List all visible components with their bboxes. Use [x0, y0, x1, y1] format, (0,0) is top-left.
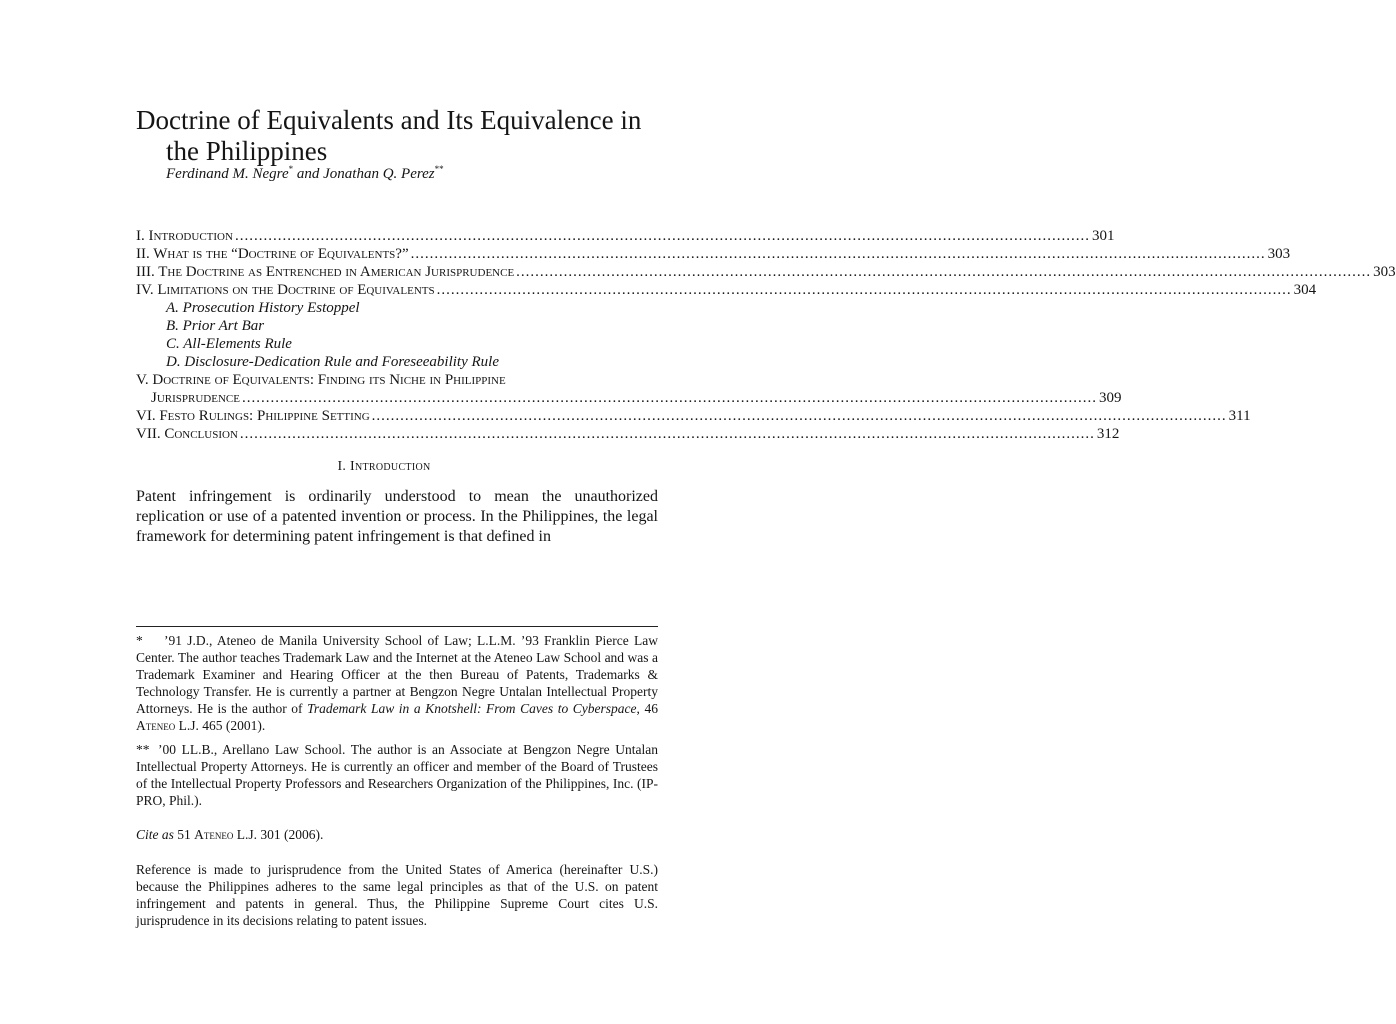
- footnote-2-text: ’00 LL.B., Arellano Law School. The author is an Associate at Bengzon Negre Untalan Intellectual Property Attorneys. He is currently an officer and member of the Board of Trustees of the Intellectual Property Professors and Researchers Organization of the Philippines, Inc. (IP-PRO, Phil.).: [136, 742, 658, 808]
- toc-entry-label: VII. Conclusion: [136, 426, 238, 442]
- toc-entry-page: 303: [1373, 264, 1396, 280]
- footnote-1-text: ’91 J.D., Ateneo de Manila University School of Law; L.L.M. ’93 Franklin Pierce Law Center. The author teaches Trademark Law and the Internet at the Ateneo Law School and was a Trademark Examiner and Hearing Officer at the then Bureau of Patents, Trademarks & Technology Transfer. He is currently a partner at Bengzon Negre Untalan Intellectual Property Attorneys. He is the author of: [136, 633, 658, 716]
- toc-entry-label: II. What is the “Doctrine of Equivalents?”: [136, 246, 409, 262]
- cite-volume: 51: [173, 827, 195, 842]
- footnote-2: [136, 741, 658, 809]
- footnote-divider: [136, 626, 658, 627]
- toc-entry-label: VI. Festo Rulings: Philippine Setting: [136, 408, 370, 424]
- toc-entry-page: 312: [1096, 426, 1120, 442]
- toc-entry: [136, 227, 1115, 245]
- cite-as-label: Cite as: [136, 827, 174, 842]
- footnote-1: [136, 632, 658, 734]
- toc-leader-dots: ....................................................................................................................................................................................: [436, 282, 1292, 298]
- toc-leader-dots: ....................................................................................................................................................................................: [234, 228, 1090, 244]
- toc-entry-label: IV. Limitations on the Doctrine of Equivalents: [136, 282, 435, 298]
- toc-leader-dots: ....................................................................................................................................................................................: [239, 426, 1095, 442]
- toc-subentry: B. Prior Art Bar: [166, 318, 265, 334]
- toc-entry-page: 309: [1098, 390, 1122, 406]
- toc-entry: [136, 371, 656, 389]
- footnote-1-journal: Ateneo: [136, 718, 176, 733]
- toc-entry-page: 303: [1267, 246, 1291, 262]
- toc-entry: [136, 245, 1291, 263]
- toc-subentry: A. Prosecution History Estoppel: [166, 300, 360, 316]
- toc-entry: [136, 263, 1396, 281]
- cite-reference: L.J. 301 (2006).: [233, 827, 324, 842]
- toc-subentry: D. Disclosure-Dedication Rule and Foreseeability Rule: [166, 354, 499, 370]
- footnote-1-marker: *: [136, 633, 143, 648]
- table-of-contents: [136, 227, 1396, 443]
- author-1-footnote-mark: *: [288, 164, 294, 174]
- section-heading: I. Introduction: [337, 459, 431, 474]
- toc-entry-page: 304: [1293, 282, 1317, 298]
- toc-entry-page: 301: [1091, 228, 1115, 244]
- toc-subentry: C. All-Elements Rule: [166, 336, 292, 352]
- toc-entry: [136, 407, 1251, 425]
- toc-entry-label: I. Introduction: [136, 228, 233, 244]
- author-2: Jonathan Q. Perez: [323, 166, 435, 182]
- toc-leader-dots: ....................................................................................................................................................................................: [410, 246, 1266, 262]
- toc-leader-dots: ....................................................................................................................................................................................: [516, 264, 1372, 280]
- toc-entry-label: Jurisprudence: [151, 390, 240, 406]
- toc-entry-page: 311: [1228, 408, 1251, 424]
- toc-entry-continuation: [136, 389, 1122, 407]
- toc-entry: [136, 425, 1120, 443]
- footnote-1-book-title: Trademark Law in a Knotshell: From Caves to Cyberspace: [307, 701, 637, 716]
- toc-leader-dots: ....................................................................................................................................................................................: [371, 408, 1227, 424]
- toc-entry-label: V. Doctrine of Equivalents: Finding its Niche in Philippine: [136, 372, 506, 388]
- toc-entry: [136, 281, 1317, 299]
- footnote-1-citation-pre: , 46: [636, 701, 658, 716]
- article-title: [136, 105, 676, 167]
- article-title-line2: the Philippines: [166, 136, 328, 166]
- article-authors: [166, 164, 444, 183]
- author-1: Ferdinand M. Negre: [166, 166, 289, 182]
- footnote-3: Reference is made to jurisprudence from the United States of America (hereinafter U.S.) because the Philippines adheres to the same legal principles as that of the U.S. on patent infringement and patents in general. Thus, the Philippine Supreme Court cites U.S. jurisprudence in its decisions relating to patent issues.: [136, 862, 658, 928]
- author-2-footnote-mark: **: [434, 164, 444, 174]
- footnote-2-marker: **: [136, 742, 150, 757]
- toc-leader-dots: ....................................................................................................................................................................................: [241, 390, 1097, 406]
- citation-line: [136, 827, 323, 843]
- toc-entry-label: III. The Doctrine as Entrenched in American Jurisprudence: [136, 264, 515, 280]
- footnote-1-citation-post: L.J. 465 (2001).: [175, 718, 266, 733]
- cite-journal: Ateneo: [194, 827, 234, 842]
- article-title-line1: Doctrine of Equivalents and Its Equivalence in: [136, 105, 642, 135]
- author-conjunction: and: [293, 166, 324, 182]
- body-paragraph: Patent infringement is ordinarily understood to mean the unauthorized replication or use of a patented invention or process. In the Philippines, the legal framework for determining patent infringement is that defined in: [136, 488, 658, 545]
